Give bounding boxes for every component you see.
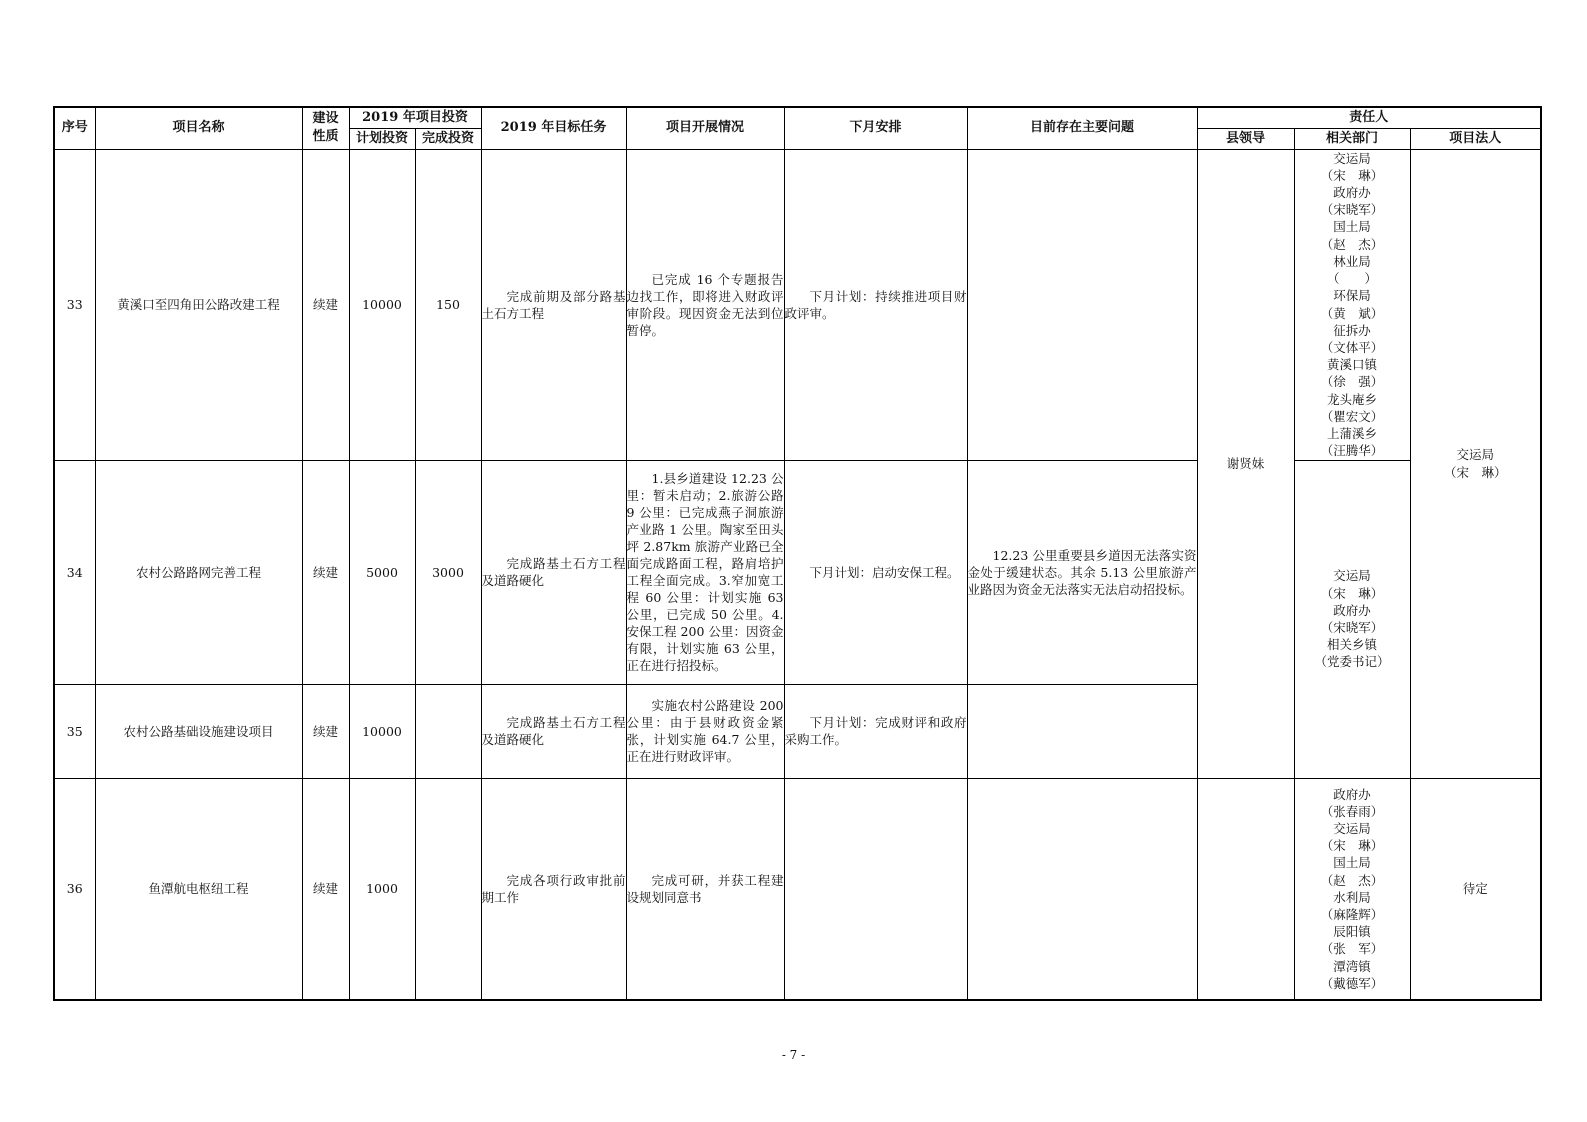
header-invest-group: 2019 年项目投资 [349,107,481,128]
department-line: 上蒲溪乡 [1326,425,1377,441]
department-line: 征拆办 [1333,322,1371,338]
departments-36 [1294,778,1410,1000]
header-nature [302,107,349,149]
header-progress: 项目开展情况 [626,107,784,149]
table-row [54,778,1541,1000]
department-line: （张 军） [1320,941,1384,957]
county-leader: 谢贤妹 [1197,149,1294,778]
department-line: （张春雨） [1320,803,1384,819]
header-name: 项目名称 [95,107,302,149]
row-problems [967,778,1197,1000]
row-name: 黄溪口至四角田公路改建工程 [95,149,302,460]
row-target: 完成路基土石方工程及道路硬化 [481,460,626,684]
row-name: 农村公路基础设施建设项目 [95,684,302,778]
department-line: 政府办 [1333,786,1371,802]
row-completed [415,778,481,1000]
header-completed: 完成投资 [415,128,481,149]
header-seq: 序号 [54,107,95,149]
project-table [53,106,1542,1001]
row-nature: 续建 [302,778,349,1000]
header-problems: 目前存在主要问题 [967,107,1197,149]
row-target: 完成路基土石方工程及道路硬化 [481,684,626,778]
row-seq: 33 [54,149,95,460]
department-line: 龙头庵乡 [1326,391,1377,407]
row-progress: 实施农村公路建设 200 公里：由于县财政资金紧张，计划实施 64.7 公里，正在进行财政评审。 [626,684,784,778]
row-completed: 150 [415,149,481,460]
department-line: 交运局 [1333,568,1371,584]
department-line: （麻隆辉） [1320,906,1384,922]
department-line: （瞿宏文） [1320,408,1384,424]
row-planned: 10000 [349,149,415,460]
row-seq: 35 [54,684,95,778]
legal-person-line: （宋 琳） [1444,464,1507,480]
department-line: （徐 强） [1320,374,1384,390]
row-problems [967,149,1197,460]
departments-34-35 [1294,460,1410,778]
row-planned: 5000 [349,460,415,684]
department-line: （汪腾华） [1320,443,1384,459]
header-target: 2019 年目标任务 [481,107,626,149]
row-name: 农村公路路网完善工程 [95,460,302,684]
header-county-leader: 县领导 [1197,128,1294,149]
row-seq: 36 [54,778,95,1000]
department-line: （赵 杰） [1320,236,1384,252]
header-legal-person: 项目法人 [1410,128,1541,149]
department-line: 环保局 [1333,288,1371,304]
header-next-month: 下月安排 [784,107,967,149]
department-line: （文体平） [1320,339,1384,355]
legal-person-33-35 [1410,149,1541,778]
row-planned: 10000 [349,684,415,778]
department-line: 政府办 [1333,185,1371,201]
row-seq: 34 [54,460,95,684]
department-line: （宋 琳） [1320,585,1384,601]
row-next-month: 下月计划：持续推进项目财政评审。 [784,149,967,460]
department-line: （党委书记） [1314,654,1390,670]
table-row [54,460,1541,684]
row-nature: 续建 [302,684,349,778]
row-completed: 3000 [415,460,481,684]
row-next-month: 下月计划：完成财评和政府采购工作。 [784,684,967,778]
row-planned: 1000 [349,778,415,1000]
department-line: 交运局 [1333,150,1371,166]
department-line: （ ） [1326,271,1377,287]
county-leader-36 [1197,778,1294,1000]
table-row [54,149,1541,460]
department-line: 林业局 [1333,253,1371,269]
row-completed [415,684,481,778]
row-nature: 续建 [302,149,349,460]
row-progress: 已完成 16 个专题报告边找工作，即将进入财政评审阶段。现因资金无法到位暂停。 [626,149,784,460]
row-name: 鱼潭航电枢纽工程 [95,778,302,1000]
row-problems [967,684,1197,778]
department-line: （宋 琳） [1320,838,1384,854]
row-target: 完成各项行政审批前期工作 [481,778,626,1000]
department-line: 黄溪口镇 [1326,357,1377,373]
department-line: 政府办 [1333,602,1371,618]
header-nature-label: 建设 性质 [312,111,339,145]
row-target: 完成前期及部分路基土石方工程 [481,149,626,460]
department-line: 国土局 [1333,855,1371,871]
department-line: 潭湾镇 [1333,958,1371,974]
row-progress: 完成可研，并获工程建设规划同意书 [626,778,784,1000]
row-problems: 12.23 公里重要县乡道因无法落实资金处于缓建状态。其余 5.13 公里旅游产业路因为资金无法落实无法启动招投标。 [967,460,1197,684]
page-number: - 7 - [781,1048,806,1062]
department-line: 水利局 [1333,889,1371,905]
row-next-month [784,778,967,1000]
department-line: （宋晓军） [1320,202,1384,218]
legal-person-line: 交运局 [1456,447,1495,463]
department-line: （宋晓军） [1320,620,1384,635]
row-nature: 续建 [302,460,349,684]
department-line: （宋 琳） [1320,167,1384,183]
row-next-month: 下月计划：启动安保工程。 [784,460,967,684]
department-line: 相关乡镇 [1326,637,1377,653]
legal-person-36: 待定 [1410,778,1541,1000]
department-line: 国土局 [1333,219,1371,235]
department-line: （赵 杰） [1320,872,1384,888]
department-line: （黄 斌） [1320,305,1384,321]
department-line: 辰阳镇 [1333,924,1371,940]
row-progress: 1.县乡道建设 12.23 公里：暂未启动；2.旅游公路 9 公里：已完成燕子洞旅游产业路 1 公里。陶家至田头坪 2.87km 旅游产业路已全面完成路面工程，路肩培护工程全面完成。3.窄加宽工程 60 公里：计划实施 63 公里，已完成 50 公里。4.安保工程 200 公里：因资金有限，计划实施 63 公里，正在进行招投标。 [626,460,784,684]
header-departments: 相关部门 [1294,128,1410,149]
header-responsible: 责任人 [1197,107,1541,128]
department-line: （戴德军） [1320,975,1384,991]
department-line: 交运局 [1333,820,1371,836]
departments-33 [1294,149,1410,460]
header-planned: 计划投资 [349,128,415,149]
